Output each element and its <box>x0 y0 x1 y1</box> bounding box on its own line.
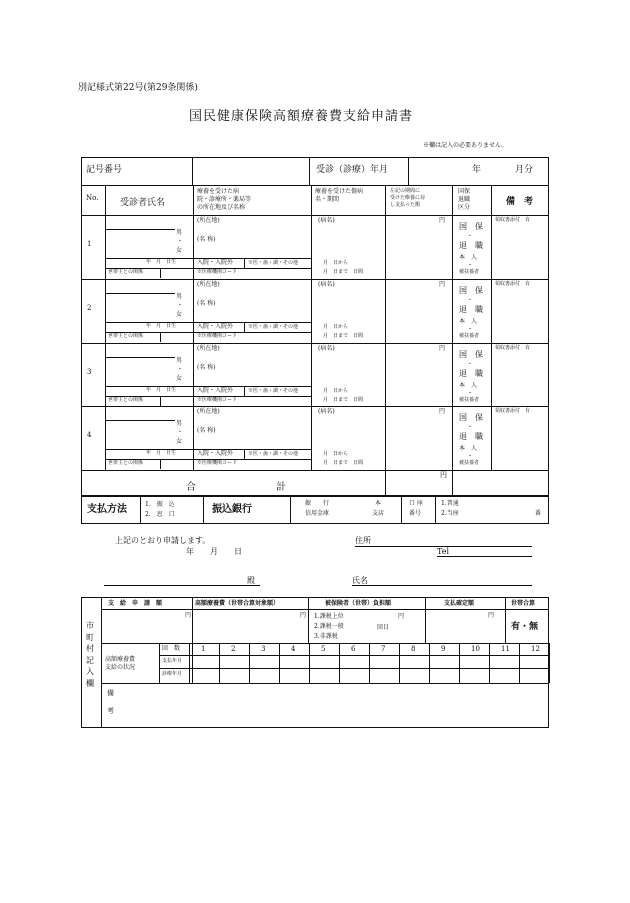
row-4-type: ※医・歯・調・その他 <box>248 451 299 458</box>
year-label: 年 <box>472 165 482 175</box>
row-3-name-line <box>105 357 175 358</box>
row-2-inout-split <box>244 322 245 332</box>
account-label: 口 座 <box>409 500 423 507</box>
count-number: 1 <box>201 645 206 653</box>
row-4-inout-split <box>244 449 245 459</box>
status-label-2: 支給の状況 <box>105 664 136 671</box>
count-cell[interactable] <box>190 656 218 682</box>
city-side-char: 記 <box>86 655 94 665</box>
row-2-receipt[interactable]: 領収書添付 有 <box>495 280 531 287</box>
count-number: 10 <box>471 645 480 653</box>
row-4-code: ※医療機関コード <box>197 460 238 467</box>
row-1-fuyou[interactable]: 被扶養者 <box>459 269 480 275</box>
col-category-3: 区分 <box>458 204 471 211</box>
row-2-patient-name-field[interactable] <box>108 296 172 320</box>
col-paid-2: 受けた療養に対 <box>390 195 426 201</box>
row-1-to: 月 日まで 日間 <box>323 269 364 275</box>
row-2-relation: 世帯主との関係 <box>108 332 144 339</box>
row-1-relation-split <box>160 268 161 278</box>
count-cell[interactable] <box>280 656 308 682</box>
city-confirmed-header: 支払確定額 <box>444 600 475 607</box>
row-4-location: (所在地) <box>197 408 220 416</box>
row-2-facility-name: (名 称) <box>197 299 216 307</box>
burden-opt1[interactable]: 1.課税上位 <box>314 613 344 620</box>
row-2-to: 月 日まで 日間 <box>323 332 364 339</box>
row-4-to: 月 日まで 日間 <box>323 460 364 467</box>
account-label-2: 番号 <box>409 510 422 517</box>
row-2-no: 2 <box>87 303 92 312</box>
row-2-yen: 円 <box>439 280 446 288</box>
row-3-relation: 世帯主との関係 <box>108 396 144 403</box>
col-facility-2: 院・診療所・薬局等 <box>197 196 252 203</box>
row-2-female[interactable]: 女 <box>176 310 183 318</box>
declaration-text: 上記のとおり申請します。 <box>115 536 211 545</box>
row-4-relation: 世帯主との関係 <box>108 460 144 467</box>
count-number: 5 <box>321 645 326 653</box>
row-2-inout[interactable]: 入院・入院外 <box>197 322 234 330</box>
count-number: 6 <box>351 645 356 653</box>
city-side-char: 町 <box>86 632 94 642</box>
col-no: No. <box>86 194 99 202</box>
row-4-dot2: ・ <box>467 424 474 432</box>
main-office: 本 <box>375 500 382 507</box>
row-2-taishoku[interactable]: 退 職 <box>459 304 483 314</box>
address-label: 住所 <box>355 536 371 545</box>
row-4-facility-name: (名 称) <box>197 427 216 435</box>
count-cell[interactable] <box>310 656 338 682</box>
col-category: 国保 <box>458 188 471 195</box>
care-month-label: 診療年月 <box>162 671 183 677</box>
row-3-divider <box>81 343 549 344</box>
row-2-dob: 年 月 日生 <box>146 322 177 329</box>
row-3-honnin[interactable]: 本 人 <box>459 381 478 389</box>
row-3-location: (所在地) <box>197 344 220 352</box>
row-2-relation-split <box>160 332 161 342</box>
row-1-inout-split <box>244 258 245 268</box>
row-2-type: ※医・歯・調・その他 <box>248 323 299 330</box>
row-2-dot3: ・ <box>467 325 474 333</box>
total-amount-field[interactable] <box>388 473 448 493</box>
account-type-current[interactable]: 2.当座 <box>441 510 459 517</box>
row-3-inout-split <box>244 386 245 396</box>
row-2-disease: (病名) <box>318 280 335 288</box>
count-grid-line <box>549 643 550 683</box>
form-title: 国民健康保険高額療養費支給申請書 <box>189 109 414 124</box>
row-1-inout[interactable]: 入院・入院外 <box>197 259 234 266</box>
city-highcost-yen: 円 <box>300 612 307 619</box>
credit-union: 信用金庫 <box>305 510 330 517</box>
row-1-patient-name-field[interactable] <box>108 232 172 256</box>
row-2-honnin[interactable]: 本 人 <box>459 317 478 325</box>
row-1-code: ※医療機関コード <box>197 269 238 275</box>
bank-type: 銀 行 <box>305 500 330 507</box>
city-remarks-field[interactable] <box>122 686 546 726</box>
city-side-char: 市 <box>86 621 94 630</box>
row-1-honnin[interactable]: 本 人 <box>459 254 478 261</box>
row-4-name-line <box>105 420 175 421</box>
row-3-code: ※医療機関コード <box>197 396 238 403</box>
col-paid-3: し支払った額 <box>390 202 421 208</box>
count-label: 回 数 <box>162 645 181 652</box>
row-2-code: ※医療機関コード <box>197 332 238 339</box>
count-cell[interactable] <box>520 656 548 682</box>
addressee-suffix: 殿 <box>247 576 255 585</box>
count-cell[interactable] <box>340 656 368 682</box>
name-label: 氏名 <box>352 576 368 585</box>
city-side-char: 欄 <box>86 678 94 688</box>
col-paid: 左記の期間に <box>390 188 421 194</box>
row-3-amount-field[interactable] <box>388 355 448 375</box>
row-2-male[interactable]: 男 <box>176 292 183 300</box>
city-amount-header: 支 給 申 請 額 <box>108 600 163 607</box>
account-number-suffix: 番 <box>535 510 542 517</box>
row-3-facility-name: (名 称) <box>197 363 216 371</box>
note-text: ※欄は記入の必要ありません。 <box>423 142 508 149</box>
city-burden-header: 被保険者（世帯）負担額 <box>325 600 392 607</box>
row-3-no: 3 <box>87 367 92 376</box>
col-facility: 療養を受けた病 <box>197 188 240 195</box>
total-label-b: 計 <box>276 482 286 493</box>
count-cell[interactable] <box>400 656 428 682</box>
row-4-fuyou[interactable]: 被扶養者 <box>459 460 480 467</box>
row-4-female[interactable]: 女 <box>176 438 183 446</box>
row-1-receipt[interactable]: 領収書添付 有 <box>495 217 531 223</box>
row-2-kokuho[interactable]: 国 保 <box>459 285 483 295</box>
branch-office: 支店 <box>372 510 385 517</box>
row-3-relation-split <box>160 396 161 406</box>
row-1-disease: (病名) <box>318 217 335 224</box>
row-1-female[interactable]: 女 <box>176 247 183 254</box>
pay-month-label: 支払年月 <box>162 658 183 664</box>
row-4-patient-name-field[interactable] <box>108 423 172 447</box>
record-number-label: 記号番号 <box>86 165 123 175</box>
row-1-kokuho[interactable]: 国 保 <box>459 222 483 231</box>
col-patient-name: 受診者氏名 <box>120 198 166 208</box>
count-cell[interactable] <box>460 656 488 682</box>
total-label-a: 合 <box>186 482 196 493</box>
total-yen: 円 <box>440 471 447 479</box>
row-1-amount-field[interactable] <box>388 227 448 247</box>
row-2-dot2: ・ <box>467 296 474 304</box>
row-1-dot3: ・ <box>467 262 474 269</box>
row-1-name-line <box>105 229 175 230</box>
row-3-dot2: ・ <box>467 360 474 368</box>
row-4-disease: (病名) <box>318 408 335 416</box>
row-4-receipt[interactable]: 領収書添付 有 <box>495 408 531 415</box>
city-side-char: 入 <box>86 667 94 676</box>
row-4-kokuho[interactable]: 国 保 <box>459 413 483 423</box>
row-2-from: 月 日から <box>323 323 349 330</box>
row-4-dot3: ・ <box>467 453 474 461</box>
month-label: 月分 <box>515 165 534 175</box>
row-3-dob: 年 月 日生 <box>146 386 177 393</box>
row-4-yen: 円 <box>439 408 446 416</box>
burden-opt2[interactable]: 2.課税一般 <box>314 623 344 630</box>
row-1-male[interactable]: 男 <box>176 229 183 236</box>
row-3-receipt[interactable]: 領収書添付 有 <box>495 344 531 351</box>
row-3-male[interactable]: 男 <box>176 356 183 364</box>
row-1-type: ※医・歯・調・その他 <box>248 260 299 266</box>
count-number: 4 <box>291 645 296 653</box>
count-cell[interactable] <box>490 656 518 682</box>
count-cell[interactable] <box>370 656 398 682</box>
count-number: 3 <box>261 645 266 653</box>
row-2-amount-field[interactable] <box>388 291 448 311</box>
row-3-fuyou[interactable]: 被扶養者 <box>459 396 480 403</box>
row-1-yen: 円 <box>439 217 446 224</box>
main-table <box>81 157 549 524</box>
row-4-inout[interactable]: 入院・入院外 <box>197 450 234 458</box>
row-1-facility-name: (名 称) <box>197 236 216 243</box>
count-number: 9 <box>441 645 446 653</box>
payment-option-transfer[interactable]: 1. 振 込 <box>145 501 175 508</box>
record-number-field[interactable] <box>196 160 304 182</box>
count-number: 12 <box>531 645 540 653</box>
bank-label: 振込銀行 <box>212 504 252 515</box>
declaration-date: 年 月 日 <box>186 547 242 556</box>
tel-label: Tel <box>437 547 450 556</box>
row-4-dot: ・ <box>177 429 184 437</box>
row-3-taishoku[interactable]: 退 職 <box>459 368 483 378</box>
row-1-dot2: ・ <box>467 233 474 240</box>
row-4-from: 月 日から <box>323 451 349 458</box>
count-number: 2 <box>231 645 236 653</box>
row-1-taishoku[interactable]: 退 職 <box>459 241 483 250</box>
row-4-taishoku[interactable]: 退 職 <box>459 432 483 442</box>
row-3-to: 月 日まで 日間 <box>323 396 364 403</box>
address-field[interactable] <box>380 530 530 545</box>
row-4-relation-split <box>160 459 161 469</box>
payment-method-label: 支払方法 <box>87 504 127 515</box>
row-2-fuyou[interactable]: 被扶養者 <box>459 332 480 339</box>
confirmed-yen: 円 <box>488 612 495 619</box>
row-1-location: (所在地) <box>197 217 220 224</box>
col-category-2: 退職 <box>458 196 471 203</box>
city-side-char: 村 <box>86 644 94 653</box>
household-yesno[interactable]: 有・無 <box>511 622 539 632</box>
city-highcost-header: 高額療養費（世帯合算対象額） <box>195 600 280 607</box>
row-3-inout[interactable]: 入院・入院外 <box>197 386 234 394</box>
name-field[interactable] <box>375 570 530 585</box>
row-3-kokuho[interactable]: 国 保 <box>459 349 483 359</box>
status-label: 高額療養費 <box>105 656 136 663</box>
burden-opt3[interactable]: 3.非課税 <box>314 633 338 640</box>
account-type-ordinary[interactable]: 1.普通 <box>441 500 459 507</box>
row-3-from: 月 日から <box>323 387 349 394</box>
city-remarks-2: 考 <box>107 707 114 715</box>
row-1-relation: 世帯主との関係 <box>108 269 144 275</box>
form-number: 別記様式第22号(第29条関係) <box>78 83 198 93</box>
row-4-amount-field[interactable] <box>388 418 448 438</box>
row-2-dot: ・ <box>177 301 184 309</box>
visit-month-label: 受診（診療）年月 <box>316 165 389 175</box>
col-disease: 療養を受けた傷病 <box>315 188 364 195</box>
row-1-dot: ・ <box>177 238 184 245</box>
col-facility-3: の所在地及び名称 <box>197 204 246 211</box>
row-2-location: (所在地) <box>197 280 220 288</box>
count-cell[interactable] <box>430 656 458 682</box>
row-3-patient-name-field[interactable] <box>108 360 172 384</box>
city-household-header: 世帯合算 <box>511 600 536 607</box>
count-number: 7 <box>381 645 386 653</box>
count-cell[interactable] <box>220 656 248 682</box>
row-1-no: 1 <box>87 240 92 248</box>
count-cell[interactable] <box>250 656 278 682</box>
row-4-honnin[interactable]: 本 人 <box>459 445 478 453</box>
row-1-from: 月 日から <box>323 260 349 266</box>
row-3-female[interactable]: 女 <box>176 374 183 382</box>
row-2-name-line <box>105 293 175 294</box>
row-3-disease: (病名) <box>318 344 335 352</box>
burden-yen: 円 <box>398 613 405 620</box>
count-number: 8 <box>411 645 416 653</box>
row-4-dob: 年 月 日生 <box>146 450 177 457</box>
payment-option-counter[interactable]: 2. 窓 口 <box>145 511 175 518</box>
count-number: 11 <box>501 645 510 653</box>
row-4-male[interactable]: 男 <box>176 420 183 428</box>
row-2-divider <box>81 279 549 280</box>
row-3-dot3: ・ <box>467 389 474 397</box>
row-4-no: 4 <box>87 431 92 440</box>
row-3-type: ※医・歯・調・その他 <box>248 387 299 394</box>
city-amount-yen: 円 <box>185 612 192 619</box>
row-3-yen: 円 <box>439 344 446 352</box>
row-4-divider <box>81 406 549 407</box>
col-disease-2: 名・期間 <box>315 196 340 203</box>
row-1-dob: 年 月 日生 <box>146 259 177 265</box>
city-remarks-1: 備 <box>107 689 114 697</box>
col-remarks: 備 考 <box>506 197 534 207</box>
burden-times: 回目 <box>377 624 390 631</box>
row-3-dot: ・ <box>177 365 184 373</box>
